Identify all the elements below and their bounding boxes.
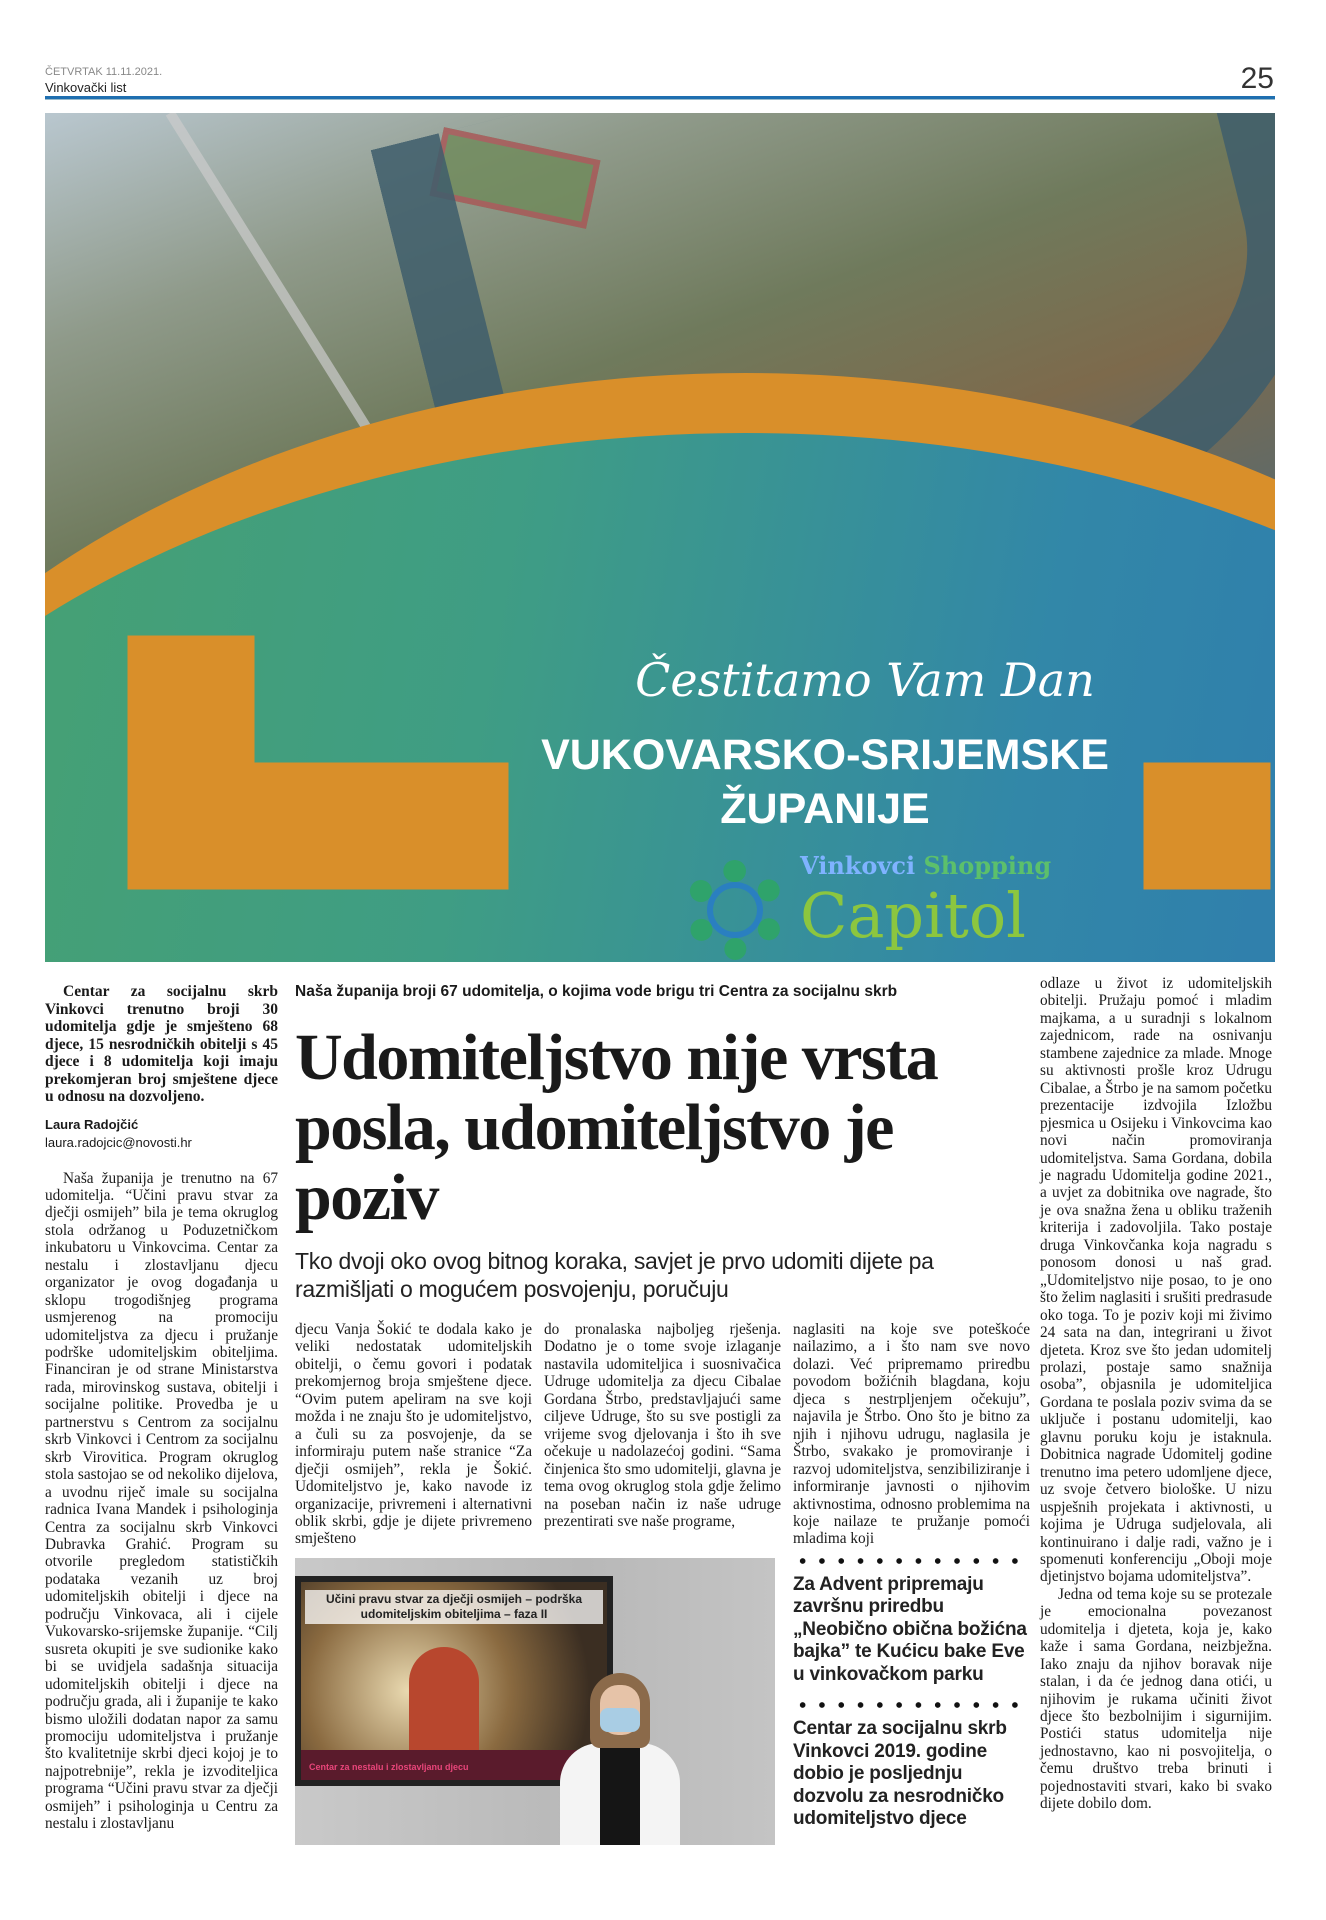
shopping-bags-logo-icon (685, 860, 785, 960)
body-column-left: Naša županija je trenutno na 67 udomitelja. “Učini pravu stvar za dječji osmijeh” bila je tema okruglog stola održanog u Poduzetničkom inkubatoru u Vinkovcima. Centar za nestalu i zlostavljanu djecu organizator je ovog događanja u sklopu trogodišnjeg programa usmjerenog na promociju udomiteljstva za djecu i pružanje podrške udomiteljskim obiteljima. Financiran je od strane Ministarstva rada, mirovinskog sustava, obitelji i socijalne politike. Provedba je u partnerstvu s Centrom za socijalnu skrb Vinkovci i Centrom za socijalnu skrb Virovitica. Program okruglog stola sastojao se od nekoliko dijelova, a uvodnu riječ imale su socijalna radnica Ivana Mandek i psihologinja Centra za socijalnu skrb Vinkovci Dubravka Grahić. Program su otvorile pregledom statističkih podataka vezanih uz broj udomiteljskih obitelji i djece na području Vinkovaca, ali i cijele Vukovarsko-srijemske županije. “Cilj susreta okupiti je sve sudionike kako bi se uvidjela sadašnja situacija udomiteljskih obitelji i djece na području grada, ali i županije te kako bismo uložili dodatan napor za samu promociju udomiteljstva i pružanje što kvalitetnije skrbi djeci kojoj je to najpotrebnije”, rekla je izvoditeljica programa “Učini pravu stvar za dječji osmijeh” i psihologinja u Centru za nestalu i zlostavljanu (45, 1169, 278, 1833)
logo-capitol: Capitol (800, 879, 1026, 952)
article-lead: Centar za socijalnu skrb Vinkovci trenutno broji 30 udomitelja gdje je smješteno 68 djece, 15 nesrodničkih obitelji s 45 djece i 8 udomitelja koji imaju prekomjeran broj smještene djece u odnosu na dozvoljeno. (45, 983, 278, 1105)
article-photo (295, 1558, 775, 1845)
page-number: 25 (1240, 62, 1274, 95)
ad-caps-line1: VUKOVARSKO-SRIJEMSKE (541, 731, 1109, 779)
body-column-2: do pronalaska najboljeg rješenja. Dodatno je o tome svoje izlaganje nastavila udomiteljica i suosnivačica Udruge udomitelja za djecu Cibalae Gordana Štrbo, predstavljajući same ciljeve Udruge, što su sve postigli za vrijeme svog djelovanja i što ih sve očekuje u nadolazećoj godini. “Sama činjenica što smo udomitelji, glavna je tema ovog okruglog stola gdje želimo na poseban način iz naše udruge prezentirati sve naše programe, (544, 1321, 781, 1530)
logo-word-2: Shopping (923, 851, 1052, 880)
dotted-divider (793, 1558, 1030, 1564)
article-subtitle: Tko dvoji oko ovog bitnog koraka, savjet je prvo udomiti dijete pa razmišljati o mogućem posvojenju, poručuju (295, 1248, 934, 1302)
body-column-3: naglasiti na koje sve poteškoće nailazimo, a i što nam sve novo dolazi. Već pripremamo priredbu povodom božićnih blagdana, koju djeca s nestrpljenjem očekuju”, najavila je Štrbo. Ono što je bitno za njih i njihovu udrugu, naglasila je Štrbo, svakako je promoviranje i razvoj udomiteljstva, senzibiliziranje i informiranje javnosti o njihovim aktivnostima, odnosno problemima na koje nailaze te pružanje pomoći mladima koji (793, 1321, 1030, 1548)
paragraph: odlaze u život iz udomiteljskih obitelji. Pružaju pomoć i mladim majkama, a u suradnji s lokalnom zajednicom, rade na osnivanju stambene zajednice za mlade. Mnoge su aktivnosti prošle kroz Udrugu Cibalae, a Štrbo je na samom početku prezentacije izdvojila Izložbu pjesmica u Osijeku i Vinkovcima kao novi način promoviranja udomiteljstva. Sama Gordana, dobila je nagradu Udomitelja godine 2021., a uvjet za dobitnika ove nagrade, što je ova snažna žena u obliku traženih kriterija i zadovoljila. Tako postaje druga Vinkovčanka koja nagradu s ponosom donosi u naš grad. „Udomiteljstvo nije posao, to je ono što želim naglasiti i srušiti predrasude oko toga. To je poziv koji mi živimo 24 sata na dan, integrirani u život djeteta. Kroz sve što jedan udomitelj prolazi, postaje samo snažnija osoba”, objasnila je udomiteljica Gordana te poslala poziv svima da se uključe i postanu udomitelji, kao glavnu poruku koju je istaknula. Dobitnica nagrade Udomitelj godine trenutno ima petero udomljene djece, uz svoje četvero biološke. U nizu uspješnih projekata i aktivnosti, u kojima je Udruga sudjelovala, ali kontinuirano i dalje radi, važno je i spomenuti konferenciju „Oboji moje djetinjstvo bojama udomiteljstva”. (1040, 975, 1272, 1586)
logo-word-1: Vinkovci (800, 851, 916, 880)
header-rule (45, 96, 1275, 100)
article-title: Udomiteljstvo nije vrsta posla, udomiteljstvo je poziv (295, 1021, 938, 1234)
logo-subtitle (800, 851, 1051, 880)
ad-caps-line2: ŽUPANIJE (720, 785, 930, 833)
body-column-1: djecu Vanja Šokić te dodala kako je veliki nedostatak udomiteljskih obitelji, o čemu govori i podatak prekomjernog broja smještene djece. “Ovim putem apeliram na sve koji možda i ne znaju što je udomiteljstvo, a čuli su za posvojenje, da se informiraju putem naše stranice “Za dječji osmijeh”, rekla je Šokić. Udomiteljstvo je, kako navode iz organizacije, privremeni i alternativni oblik skrbi, gdje je dijete privremeno smješteno (295, 1321, 532, 1548)
highlight-box: Za Advent pripremaju završnu priredbu „Neobično obična božićna bajka” te Kućicu bake Eve u vinkovačkom parku (793, 1573, 1027, 1685)
speaker-figure (560, 1673, 680, 1845)
body-column-right (1040, 975, 1272, 1813)
presentation-brand: Centar za nestalu i zlostavljanu djecu (309, 1761, 469, 1772)
presentation-title: Učini pravu stvar za dječji osmijeh – podrška udomiteljskim obiteljima – faza II (305, 1590, 603, 1624)
paragraph: Jedna od tema koje su se protezale je emocionalna povezanost udomitelja i djeteta, koja je, kako kaže i sama Gordana, neizbježna. Iako znaju da njihov boravak nije stalan, i da će jednog dana otići, u njihovim je rukama učiniti život djece što bezbolnijim i sigurnijim. Postići status udomitelja nije jednostavno, kao ni posvojitelja, o čemu društvo treba brinuti i pojednostaviti stvari, kako bi svako dijete dobilo dom. (1040, 1585, 1272, 1813)
body-columns (295, 1321, 1030, 1548)
highlights-sidebar (793, 1558, 1030, 1847)
ad-greeting: Čestitamo Vam Dan (635, 653, 1095, 707)
ad-county-name (385, 728, 1265, 836)
highlight-box: Centar za socijalnu skrb Vinkovci 2019. godine dobio je posljednju dozvolu za nesrodničko udomiteljstvo djece (793, 1718, 1007, 1830)
issue-date: ČETVRTAK 11.11.2021. (45, 66, 163, 78)
article-kicker: Naša županija broji 67 udomitelja, o kojima vode brigu tri Centra za socijalnu skrb (295, 983, 898, 1000)
photo-and-highlights (295, 1558, 1030, 1847)
left-column (45, 983, 278, 1833)
dotted-divider (793, 1702, 1030, 1708)
author-email[interactable]: laura.radojcic@novosti.hr (45, 1134, 192, 1150)
advertisement-banner (45, 113, 1275, 962)
author-name: Laura Radojčić (45, 1116, 139, 1132)
newspaper-name: Vinkovački list (45, 80, 127, 95)
article-main (295, 982, 1030, 1847)
